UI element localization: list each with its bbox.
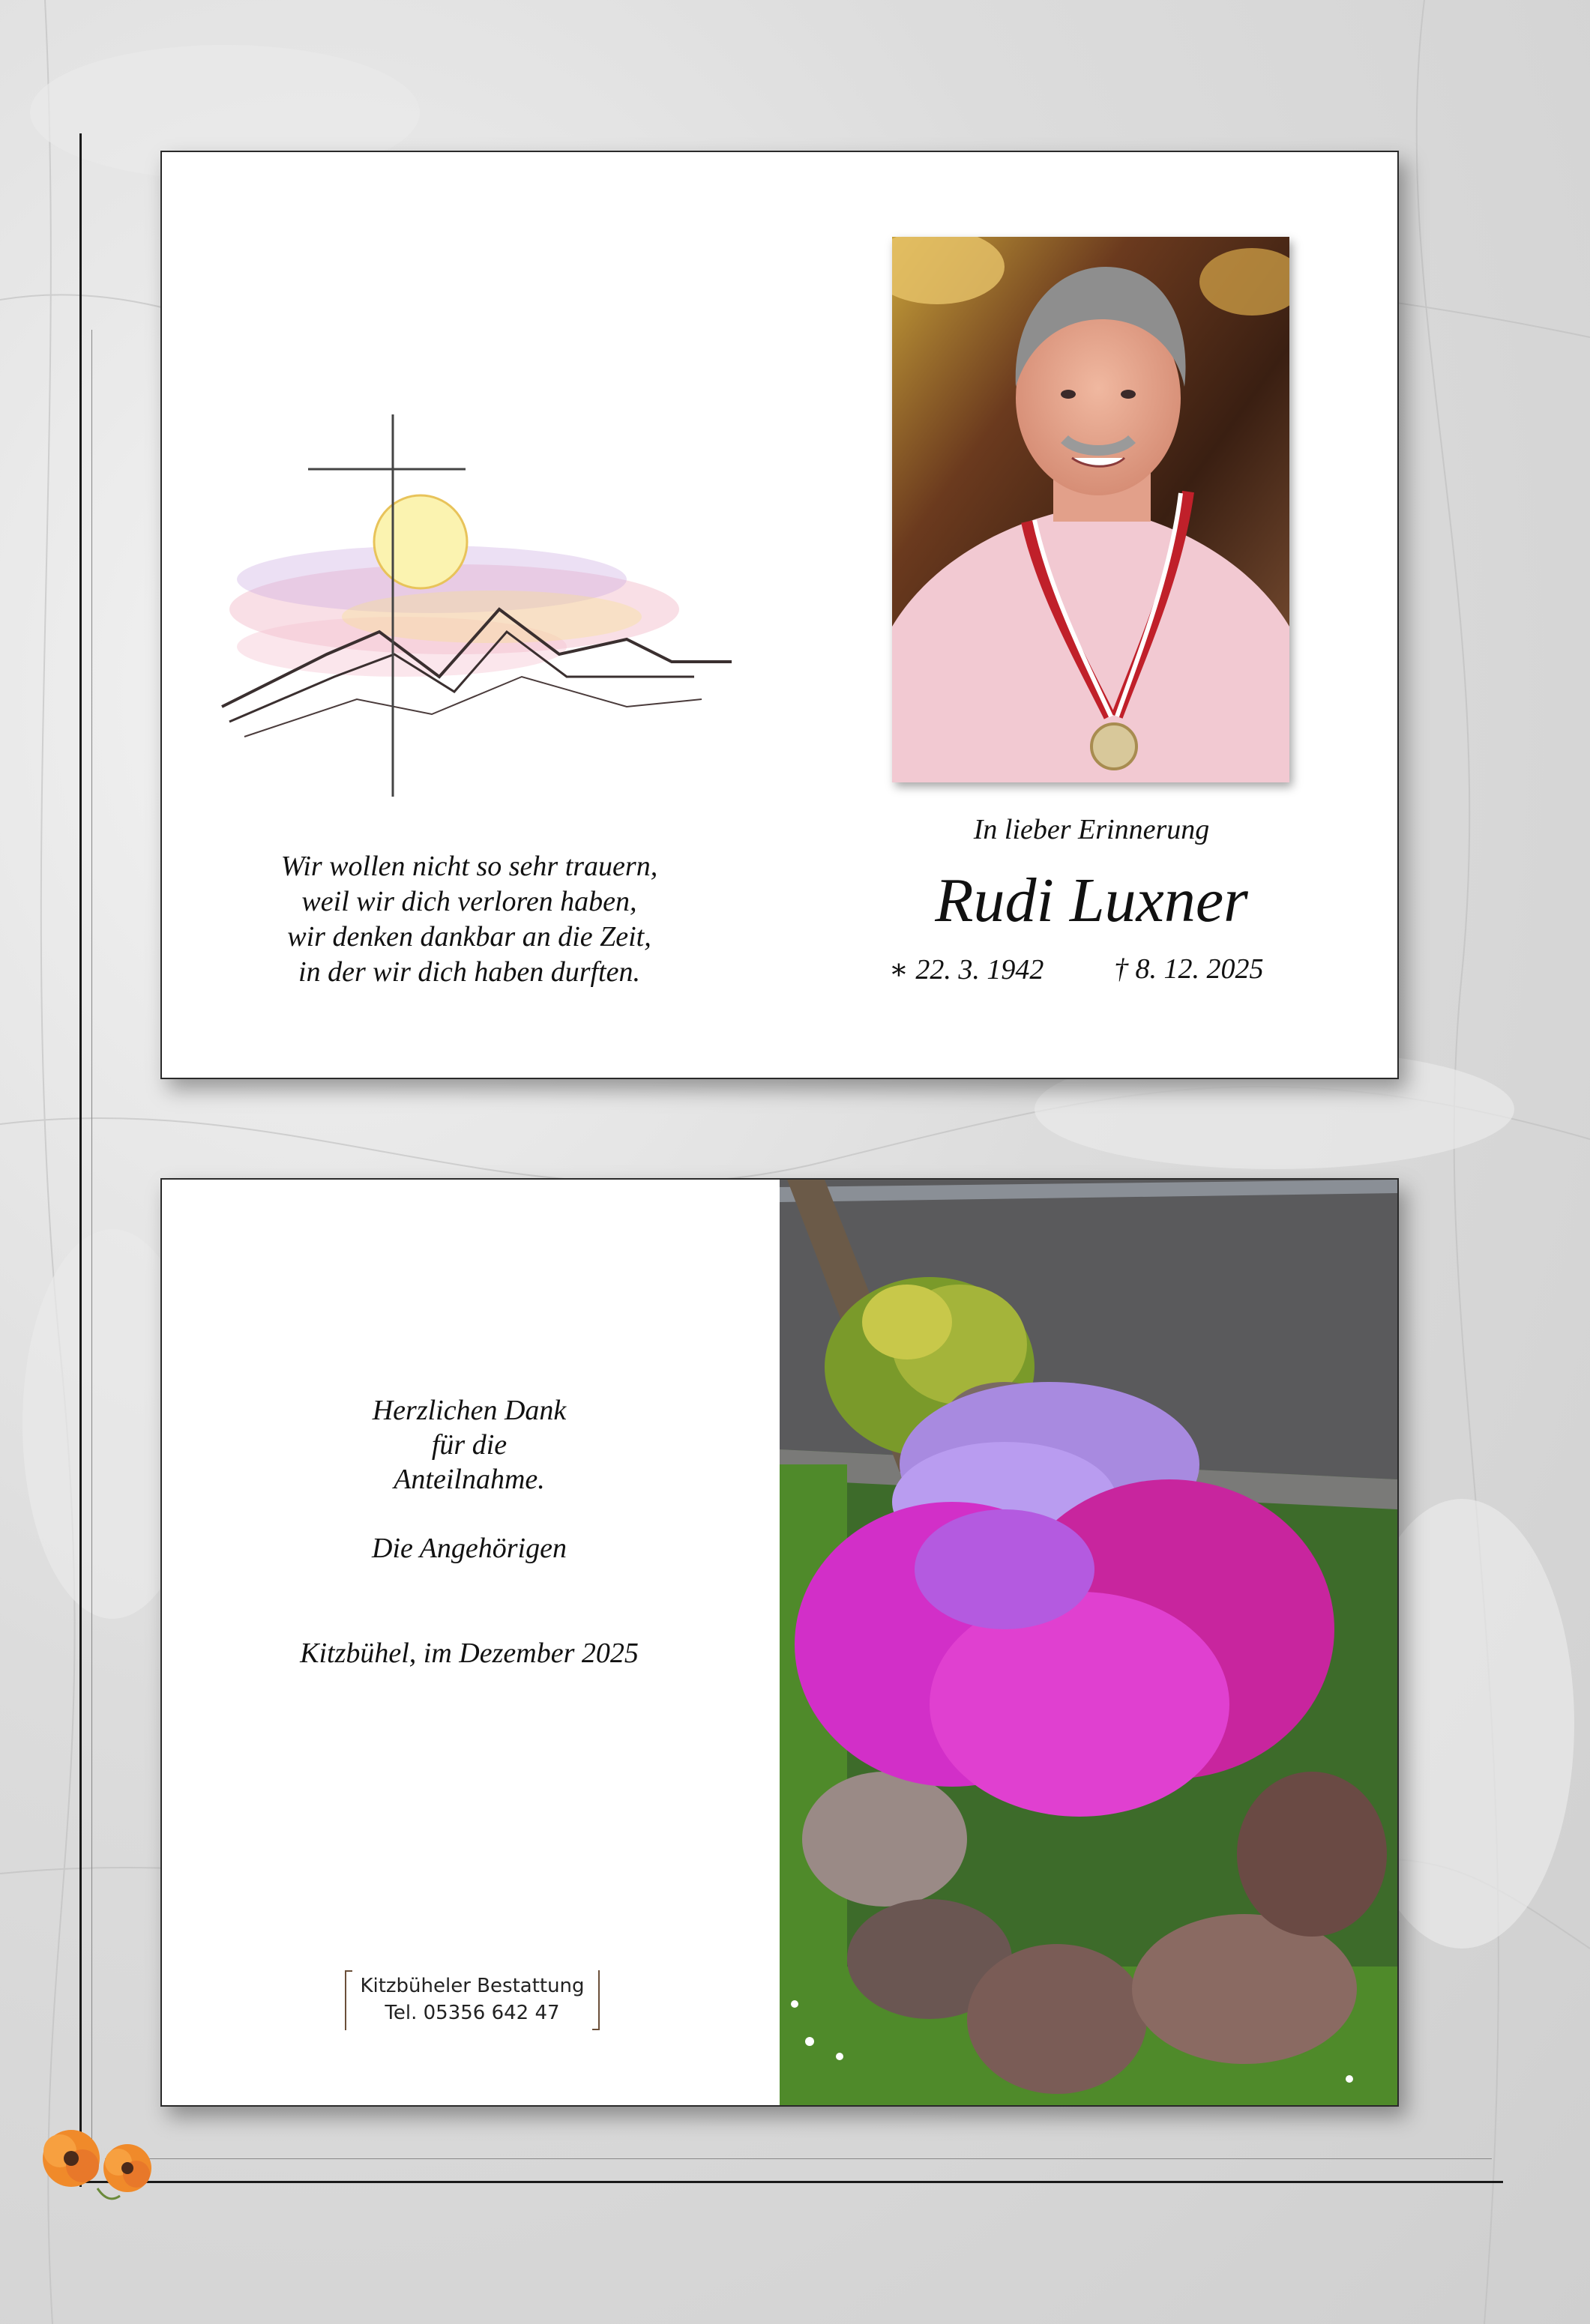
death-symbol: †: [1114, 953, 1128, 985]
undertaker-box: [345, 1970, 600, 2030]
thanks-text: [222, 1393, 717, 1497]
undertaker-phone: Tel. 05356 642 47: [385, 2002, 560, 2024]
frame-line-vertical: [79, 133, 82, 2187]
poppy-flowers-icon: [30, 2117, 172, 2207]
death-date-value: 8. 12. 2025: [1135, 953, 1264, 985]
card-front: [160, 151, 1399, 1079]
death-date: [1114, 953, 1264, 986]
place-date: Kitzbühel, im Dezember 2025: [300, 1638, 639, 1669]
verse-line: wir denken dankbar an die Zeit,: [287, 921, 651, 953]
thanks-line: für die: [431, 1429, 508, 1461]
birth-symbol: ∗: [889, 954, 909, 986]
deceased-name: Rudi Luxner: [935, 866, 1248, 935]
birth-date: [889, 953, 1044, 986]
frame-line-horizontal-thin: [105, 2158, 1492, 2159]
birth-date-value: 22. 3. 1942: [915, 954, 1044, 986]
verse-line: weil wir dich verloren haben,: [301, 886, 637, 917]
card-back: [160, 1178, 1399, 2107]
memory-line: In lieber Erinnerung: [973, 814, 1210, 845]
flower-photo: [780, 1180, 1397, 2105]
frame-line-vertical-thin: [91, 330, 92, 2173]
thanks-line: Herzlichen Dank: [372, 1395, 567, 1426]
frame-line-horizontal: [67, 2181, 1503, 2183]
verse-line: Wir wollen nicht so sehr trauern,: [280, 851, 658, 882]
thanks-line: Anteilnahme.: [394, 1464, 545, 1495]
relatives-signature: Die Angehörigen: [372, 1533, 567, 1564]
verse: [222, 849, 717, 990]
portrait-photo: [892, 237, 1289, 782]
verse-line: in der wir dich haben durften.: [298, 956, 640, 988]
cross-sketch-icon: [207, 257, 747, 797]
undertaker-name: Kitzbüheler Bestattung: [360, 1975, 585, 1997]
